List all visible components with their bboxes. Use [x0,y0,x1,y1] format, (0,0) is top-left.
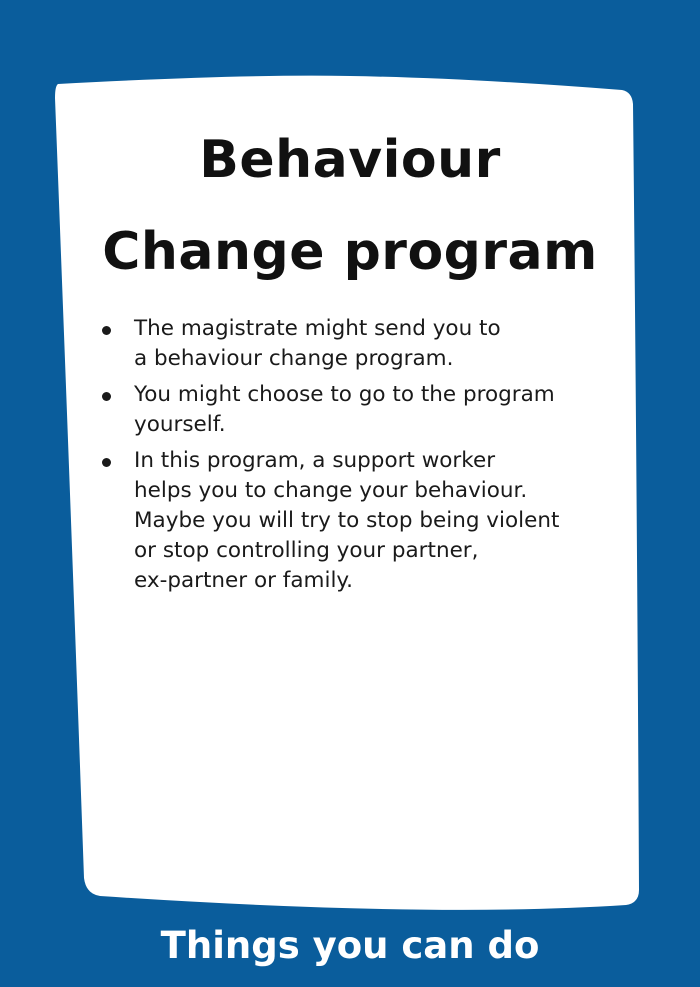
bullet-text: In this program, a support worker helps you to change your behaviour. Maybe you will try to stop being violent or stop controlling your partner, ex-partner or family. [134,448,560,593]
bullet-icon [102,326,111,335]
footer-label: Things you can do [160,924,540,967]
list-item [100,314,590,374]
bullet-text: You might choose to go to the program yourself. [134,382,555,437]
bullet-icon [102,458,111,467]
list-item [100,446,590,596]
list-item [100,380,590,440]
bullet-icon [102,392,111,401]
title-line-1: Behaviour [199,130,501,190]
bullet-text: The magistrate might send you to a behaviour change program. [134,316,501,371]
bullet-list [100,314,590,602]
title-line-2: Change program [102,222,598,282]
